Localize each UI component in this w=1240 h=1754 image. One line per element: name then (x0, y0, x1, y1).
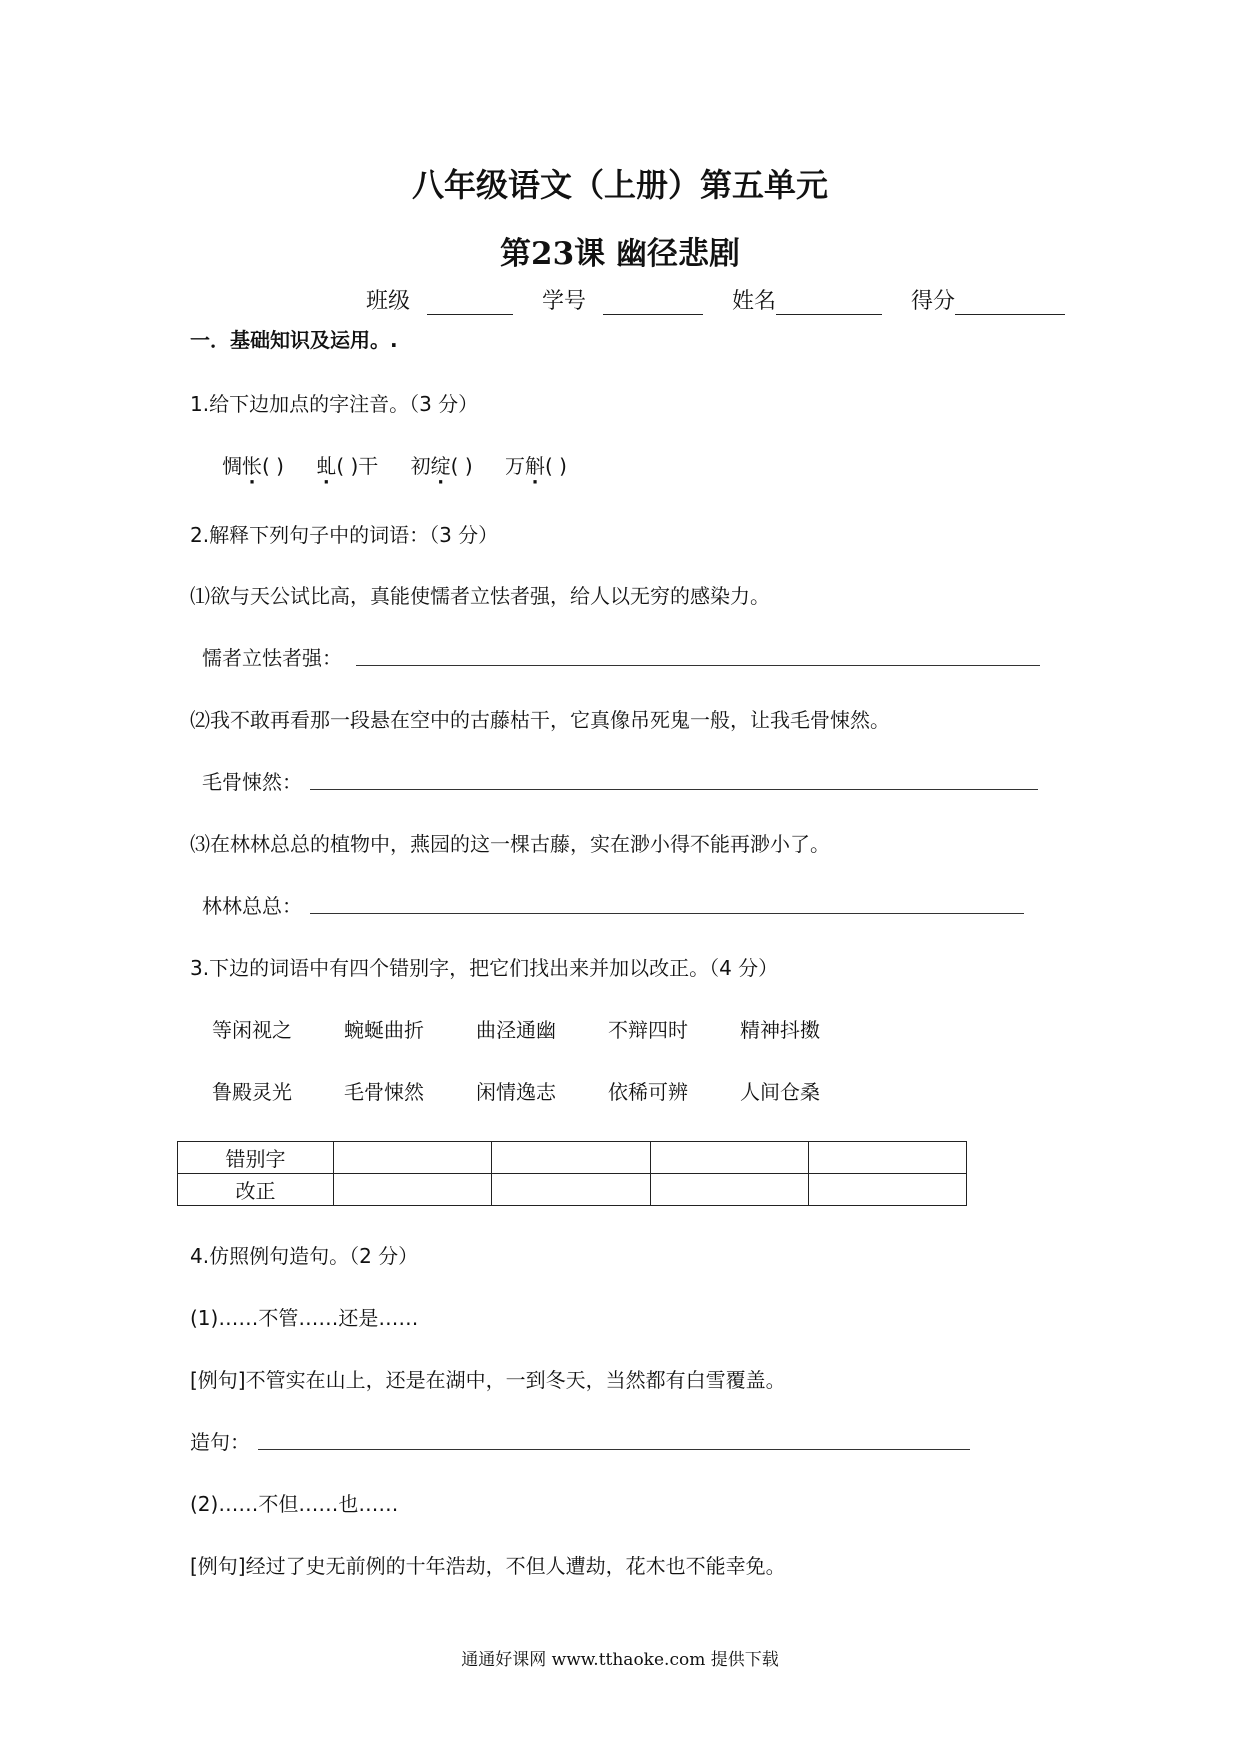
question-3-title: 3.下边的词语中有四个错别字，把它们找出来并加以改正。（4 分） (190, 956, 779, 980)
table-header-wrong: 错别字 (178, 1142, 334, 1174)
footer-text: 通通好课网 www.tthaoke.com 提供下载 (461, 1650, 779, 1670)
class-label: 班级 (366, 289, 411, 314)
table-row (178, 1174, 967, 1206)
word-item: 等闲视之 (212, 1018, 292, 1042)
score-blank[interactable] (955, 290, 1065, 315)
word-item: 不辩四时 (608, 1018, 688, 1042)
make-sentence-line[interactable] (258, 1449, 970, 1450)
word-item: 曲泾通幽 (476, 1018, 556, 1042)
answer-label-1: 懦者立怯者强： (202, 646, 342, 670)
pinyin-item: 惆怅( ) (222, 454, 284, 478)
word-item: 闲情逸志 (476, 1080, 556, 1104)
sentence-1: ⑴欲与天公试比高，真能使懦者立怯者强，给人以无穷的感染力。 (190, 584, 770, 608)
table-cell[interactable] (650, 1142, 808, 1174)
word-row-2 (212, 1076, 872, 1105)
table-cell[interactable] (492, 1174, 650, 1206)
pattern-1: (1)……不管……还是…… (190, 1306, 419, 1330)
number-label: 学号 (542, 289, 587, 314)
question-2-title: 2.解释下列句子中的词语：（3 分） (190, 523, 499, 547)
lesson-title: 第23课 幽径悲剧 (500, 236, 740, 272)
pinyin-item: 虬( )干 (316, 454, 379, 478)
pinyin-item: 初绽( ) (410, 454, 473, 478)
name-label: 姓名 (732, 289, 777, 314)
word-item: 依稀可辨 (608, 1080, 688, 1104)
name-blank[interactable] (776, 290, 882, 315)
sentence-3: ⑶在林林总总的植物中，燕园的这一棵古藤，实在渺小得不能再渺小了。 (190, 832, 830, 856)
answer-line-2[interactable] (310, 789, 1038, 790)
table-cell[interactable] (808, 1174, 966, 1206)
pattern-2: (2)……不但……也…… (190, 1492, 399, 1516)
table-header-fix: 改正 (178, 1174, 334, 1206)
page-title: 八年级语文（上册）第五单元 (411, 166, 828, 204)
answer-line-1[interactable] (356, 665, 1040, 666)
word-item: 精神抖擞 (740, 1018, 820, 1042)
table-cell[interactable] (334, 1142, 492, 1174)
word-item: 毛骨悚然 (344, 1080, 424, 1104)
info-line (366, 284, 1065, 315)
pinyin-item: 万斛( ) (504, 454, 567, 478)
make-sentence-label: 造句： (190, 1430, 250, 1454)
question-4-title: 4.仿照例句造句。（2 分） (190, 1244, 419, 1268)
answer-line-3[interactable] (310, 913, 1024, 914)
table-row (178, 1142, 967, 1174)
answer-label-2: 毛骨悚然： (202, 770, 302, 794)
table-cell[interactable] (492, 1142, 650, 1174)
table-cell[interactable] (334, 1174, 492, 1206)
word-item: 蜿蜒曲折 (344, 1018, 424, 1042)
word-row-1 (212, 1014, 872, 1043)
example-1: [例句]不管实在山上，还是在湖中，一到冬天，当然都有白雪覆盖。 (190, 1368, 786, 1392)
correction-table (177, 1141, 967, 1206)
class-blank[interactable] (427, 290, 513, 315)
table-cell[interactable] (650, 1174, 808, 1206)
section-heading: 一．基础知识及运用。. (190, 328, 398, 352)
word-item: 鲁殿灵光 (212, 1080, 292, 1104)
score-label: 得分 (911, 289, 956, 314)
number-blank[interactable] (603, 290, 703, 315)
answer-label-3: 林林总总： (202, 894, 302, 918)
question-1-items (222, 450, 567, 479)
example-2: [例句]经过了史无前例的十年浩劫，不但人遭劫，花木也不能幸免。 (190, 1554, 786, 1578)
word-item: 人间仓桑 (740, 1080, 820, 1104)
question-1-title: 1.给下边加点的字注音。（3 分） (190, 392, 479, 416)
sentence-2: ⑵我不敢再看那一段悬在空中的古藤枯干，它真像吊死鬼一般，让我毛骨悚然。 (190, 708, 890, 732)
table-cell[interactable] (808, 1142, 966, 1174)
